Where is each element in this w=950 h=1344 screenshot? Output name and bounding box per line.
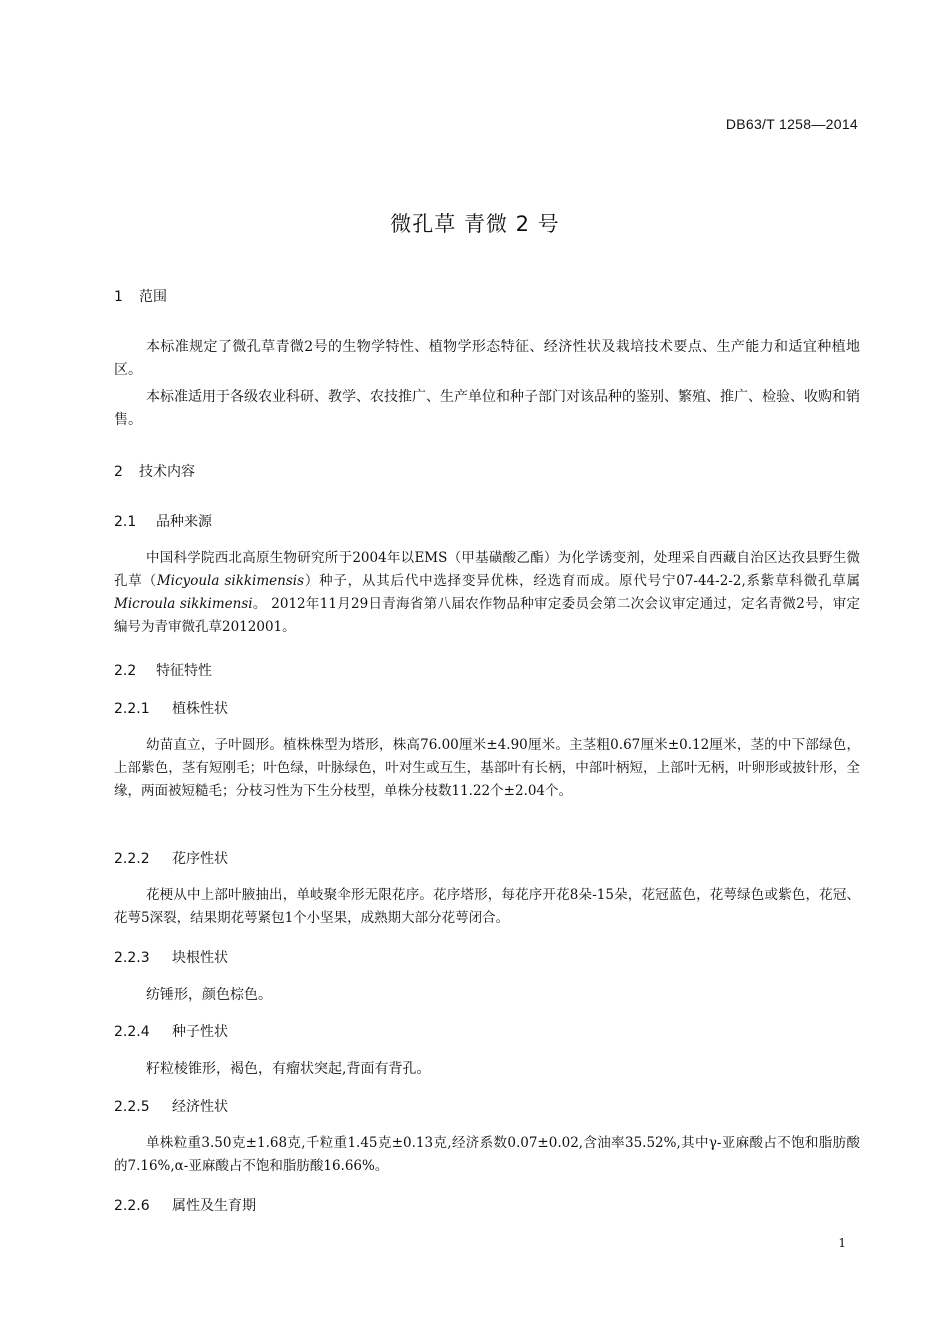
page-title: 微孔草 青微 2 号 [390,212,560,236]
paragraph-tuber: 纺锤形，颜色棕色。 [146,987,272,1003]
heading-number: 2.2.5 [114,1099,150,1115]
heading-title: 花序性状 [172,851,228,867]
heading-section-2-2-6 [114,1196,256,1216]
heading-section-2-2-2 [114,849,228,869]
heading-title: 种子性状 [172,1024,228,1040]
heading-title: 属性及生育期 [172,1198,256,1214]
heading-title: 经济性状 [172,1099,228,1115]
paragraph-plant-traits: 幼苗直立，子叶圆形。植株株型为塔形，株高76.00厘米±4.90厘米。主茎粗0.67厘米±0.12厘米，茎的中下部绿色，上部紫色，茎有短刚毛；叶色绿，叶脉绿色，叶对生或互生，基部叶有长柄，中部叶柄短，上部叶无柄，叶卵形或披针形，全缘，两面被短糙毛；分枝习性为下生分枝型，单株分枝数11.22个±2.04个。 [114,737,860,799]
heading-number: 2.2.3 [114,950,150,966]
text-run: 中国科学院西北高原生物研究所于2004年以EMS（甲基磺酸乙酯）为化学诱变剂，处理采自西藏自治区达孜县野生微孔草（ [114,550,860,589]
heading-section-2-2 [114,661,212,681]
heading-number: 2 [114,464,123,480]
heading-title: 植株性状 [172,701,228,717]
heading-section-2 [114,462,195,482]
heading-section-2-2-3 [114,948,228,968]
text-run: ）种子，从其后代中选择变异优株，经选育而成。原代号宁07-44-2-2,系紫草科微孔草属 [304,573,861,589]
document-code: DB63/T 1258—2014 [725,116,858,132]
paragraph-variety-origin [114,547,860,639]
paragraph-scope-2: 本标准适用于各级农业科研、教学、农技推广、生产单位和种子部门对该品种的鉴别、繁殖、推广、检验、收购和销售。 [114,389,860,428]
heading-section-2-2-5 [114,1097,228,1117]
heading-title: 品种来源 [156,514,212,530]
heading-section-2-1 [114,512,212,532]
latin-name: Micyoula sikkimensis [156,573,305,589]
paragraph-scope-1: 本标准规定了微孔草青微2号的生物学特性、植物学形态特征、经济性状及栽培技术要点、生产能力和适宜种植地区。 [114,339,860,378]
heading-title: 范围 [139,289,167,305]
heading-section-2-2-4 [114,1022,228,1042]
paragraph-seed: 籽粒棱锥形，褐色，有瘤状突起,背面有背孔。 [146,1061,431,1077]
paragraph-inflorescence: 花梗从中上部叶腋抽出，单岐聚伞形无限花序。花序塔形，每花序开花8朵-15朵，花冠蓝色，花萼绿色或紫色，花冠、花萼5深裂，结果期花萼紧包1个小坚果，成熟期大部分花萼闭合。 [114,887,860,926]
text-run: 。 2012年11月29日青海省第八届农作物品种审定委员会第二次会议审定通过，定名青微2号，审定编号为青审微孔草2012001。 [114,596,860,635]
heading-number: 2.2.1 [114,701,150,717]
heading-number: 1 [114,289,123,305]
page-number: 1 [838,1236,846,1250]
heading-number: 2.2.6 [114,1198,150,1214]
heading-section-1 [114,287,167,307]
latin-name: Microula sikkimensi [114,596,253,612]
heading-number: 2.2.4 [114,1024,150,1040]
heading-title: 技术内容 [139,464,195,480]
heading-title: 特征特性 [156,663,212,679]
heading-title: 块根性状 [172,950,228,966]
heading-section-2-2-1 [114,699,228,719]
heading-number: 2.1 [114,514,137,530]
heading-number: 2.2 [114,663,137,679]
heading-number: 2.2.2 [114,851,150,867]
paragraph-economic-traits: 单株粒重3.50克±1.68克,千粒重1.45克±0.13克,经济系数0.07±0.02,含油率35.52%,其中γ-亚麻酸占不饱和脂肪酸的7.16%,α-亚麻酸占不饱和脂肪酸16.66%。 [114,1135,860,1174]
